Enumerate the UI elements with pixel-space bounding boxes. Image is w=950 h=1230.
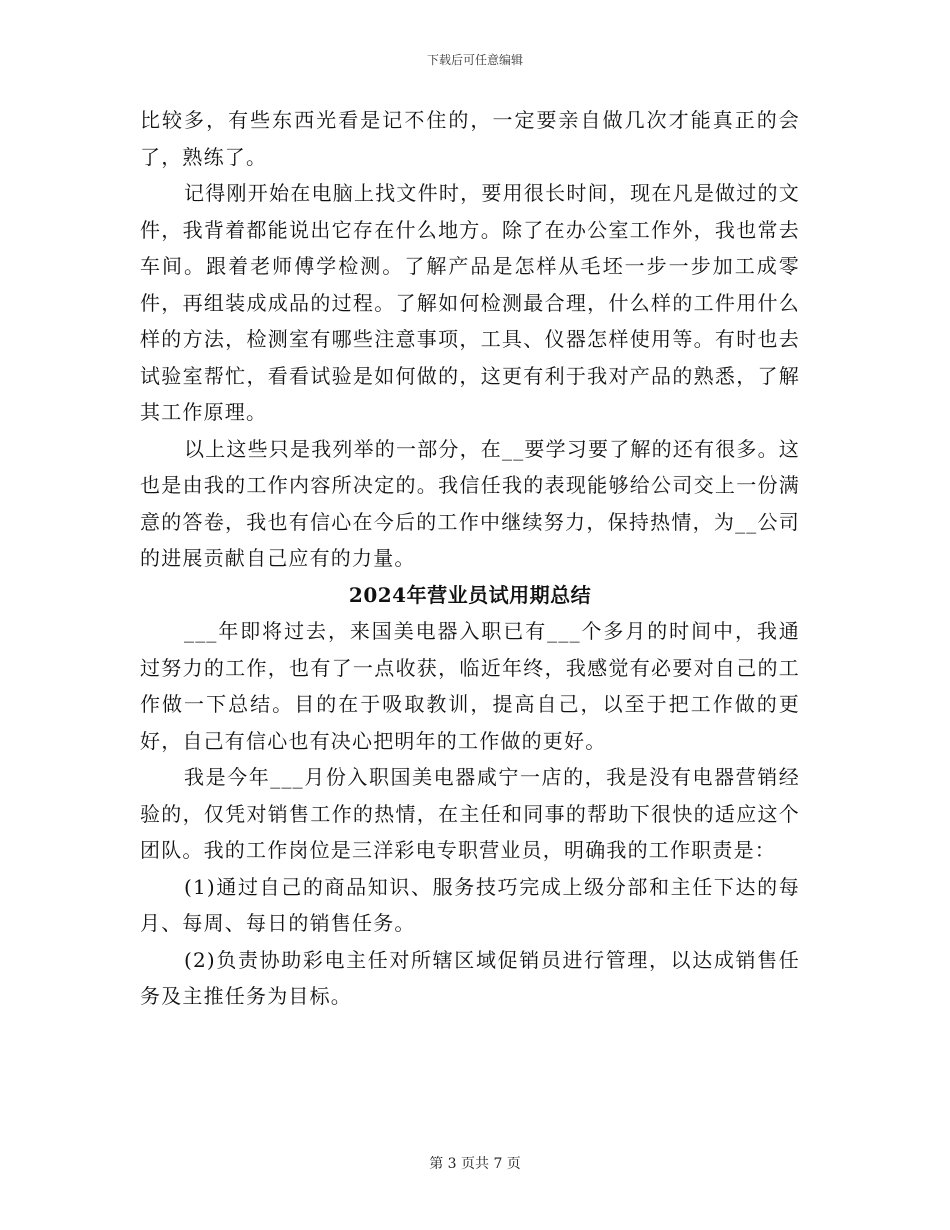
paragraph-continued: 比较多，有些东西光看是记不住的，一定要亲自做几次才能真正的会了，熟练了。 [140, 108, 800, 169]
document-body [140, 102, 800, 1015]
paragraph-summary-closing: 以上这些只是我列举的一部分，在__要学习要了解的还有很多。这也是由我的工作内容所决定的。我信任我的表现能够给公司交上一份满意的答卷，我也有信心在今后的工作中继续努力，保持热情，为__公司的进展贡献自己应有的力量。 [140, 436, 800, 570]
paragraph-job-role: 我是今年___月份入职国美电器咸宁一店的，我是没有电器营销经验的，仅凭对销售工作的热情，在主任和同事的帮助下很快的适应这个团队。我的工作岗位是三洋彩电专职营业员，明确我的工作职责是： [140, 765, 800, 862]
section-title: 2024年营业员试用期总结 [348, 582, 592, 607]
paragraph-computer-files: 记得刚开始在电脑上找文件时，要用很长时间，现在凡是做过的文件，我背着都能说出它存在什么地方。除了在办公室工作外，我也常去车间。跟着老师傅学检测。了解产品是怎样从毛坯一步一步加工成零件，再组装成成品的过程。了解如何检测最合理，什么样的工件用什么样的方法，检测室有哪些注意事项，工具、仪器怎样使用等。有时也去试验室帮忙，看看试验是如何做的，这更有利于我对产品的熟悉，了解其工作原理。 [140, 181, 800, 424]
page-header: 下载后可任意编辑 [426, 53, 523, 67]
page-number: 第 3 页共 7 页 [429, 1156, 521, 1172]
paragraph-year-review: ___年即将过去，来国美电器入职已有___个多月的时间中，我通过努力的工作，也有了一点收获，临近年终，我感觉有必要对自己的工作做一下总结。目的在于吸取教训，提高自己，以至于把工作做的更好，自己有信心也有决心把明年的工作做的更好。 [140, 619, 800, 753]
paragraph-duty-1: (1)通过自己的商品知识、服务技巧完成上级分部和主任下达的每月、每周、每日的销售任务。 [140, 874, 800, 935]
paragraph-duty-2: (2)负责协助彩电主任对所辖区域促销员进行管理，以达成销售任务及主推任务为目标。 [140, 947, 800, 1008]
